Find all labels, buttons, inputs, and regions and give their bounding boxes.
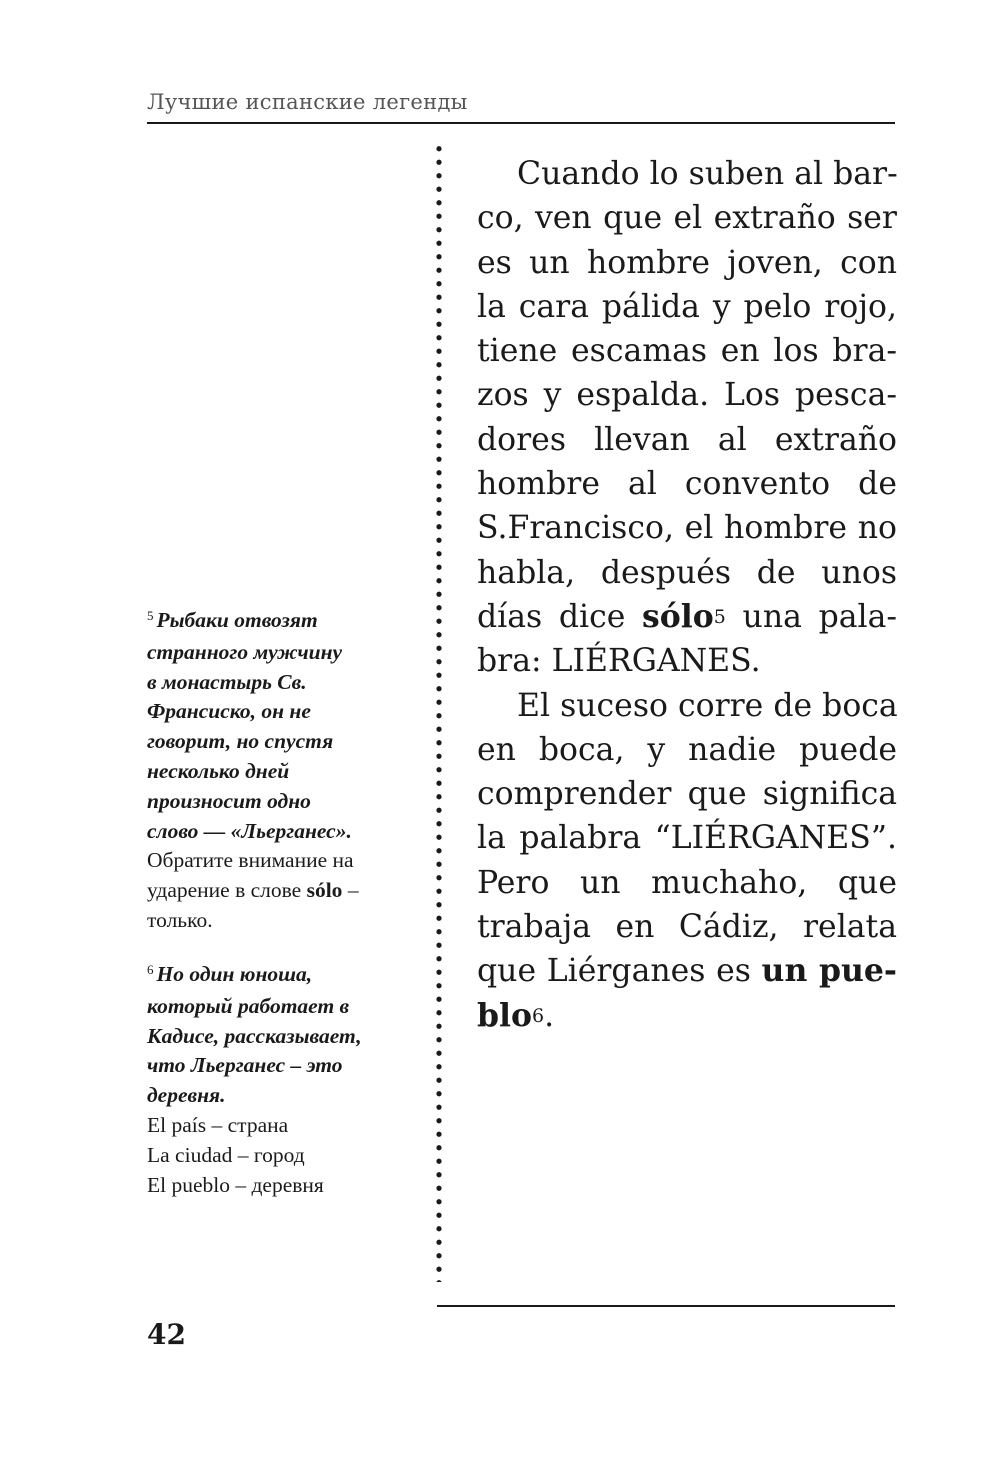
note-line bbox=[147, 876, 417, 906]
text-segment: . bbox=[544, 997, 555, 1034]
header-rule bbox=[147, 122, 895, 124]
note-text: Рыбаки отвозят bbox=[156, 608, 318, 632]
note-line: в монастырь Св. bbox=[147, 669, 307, 694]
text-line: Pero un muchaho, que bbox=[477, 864, 897, 901]
text-line: habla, después de unos bbox=[477, 554, 897, 591]
note-text: ударение в слове bbox=[147, 878, 302, 903]
text-line: trabaja en Cádiz, relata bbox=[477, 909, 897, 946]
footnote-5 bbox=[147, 606, 417, 936]
footnote-marker: 5 bbox=[147, 608, 154, 623]
text-line: co, ven que el extraño ser bbox=[477, 200, 897, 237]
text-line: hombre al convento de bbox=[477, 466, 897, 503]
note-line: слово — «Льерганес». bbox=[147, 818, 352, 843]
text-line: la cara pálida y pelo rojo, bbox=[477, 288, 897, 325]
note-line: что Льерганес – это bbox=[147, 1053, 343, 1078]
text-line bbox=[477, 994, 897, 1038]
bold-word: sólo bbox=[642, 597, 714, 635]
text-line: El suceso corre de boca bbox=[517, 687, 898, 724]
note-text: Но один юноша, bbox=[156, 962, 313, 986]
note-line: Франсиско, он не bbox=[147, 699, 311, 724]
note-line: Обратите внимание на bbox=[147, 848, 354, 873]
text-line: S.Francisco, el hombre no bbox=[477, 510, 897, 547]
text-segment: días dice bbox=[477, 598, 626, 635]
text-line: comprender que significa bbox=[477, 776, 897, 813]
bold-word: sólo bbox=[306, 878, 343, 903]
note-line: деревня. bbox=[147, 1083, 226, 1108]
note-line: говорит, но спустя bbox=[147, 729, 334, 754]
running-head-title: Лучшие испанские легенды bbox=[147, 90, 468, 114]
text-line: en boca, y nadie puede bbox=[477, 731, 897, 768]
note-line: Кадисе, рассказывает, bbox=[147, 1023, 362, 1048]
note-line: El pueblo – деревня bbox=[147, 1172, 324, 1197]
note-line: произносит одно bbox=[147, 788, 311, 813]
main-text bbox=[477, 152, 897, 1038]
bold-word: blo bbox=[477, 996, 533, 1034]
note-line: который работает в bbox=[147, 993, 350, 1018]
text-line: es un hombre joven, con bbox=[477, 244, 897, 281]
note-line: La ciudad – город bbox=[147, 1142, 305, 1167]
text-line: Cuando lo suben al bar- bbox=[517, 156, 898, 192]
note-line bbox=[147, 606, 417, 638]
footnote-marker: 6 bbox=[147, 962, 154, 977]
text-line: dores llevan al extraño bbox=[477, 421, 897, 458]
text-line: tiene escamas en los bra- bbox=[477, 333, 897, 370]
note-line: El país – страна bbox=[147, 1112, 289, 1137]
footer-rule bbox=[437, 1305, 895, 1307]
note-line: несколько дней bbox=[147, 758, 290, 783]
footnote-ref-5: 5 bbox=[713, 605, 726, 628]
text-segment: que Liérganes es bbox=[477, 953, 751, 990]
text-line bbox=[477, 595, 897, 639]
dotted-separator bbox=[434, 142, 444, 1282]
note-line bbox=[147, 960, 417, 992]
text-line: zos y espalda. Los pesca- bbox=[477, 377, 897, 414]
note-line: странного мужчину bbox=[147, 639, 343, 664]
bold-phrase: un pue- bbox=[761, 952, 897, 990]
note-line: только. bbox=[147, 907, 213, 932]
dash: – bbox=[342, 878, 359, 903]
footnote-6 bbox=[147, 960, 417, 1200]
text-line: bra: LIÉRGANES. bbox=[477, 643, 761, 680]
text-segment: una pala- bbox=[742, 598, 898, 635]
text-line bbox=[477, 949, 897, 993]
page-number: 42 bbox=[147, 1318, 186, 1351]
text-line: la palabra “LIÉRGANES”. bbox=[477, 820, 897, 857]
footnote-ref-6: 6 bbox=[532, 1004, 545, 1027]
